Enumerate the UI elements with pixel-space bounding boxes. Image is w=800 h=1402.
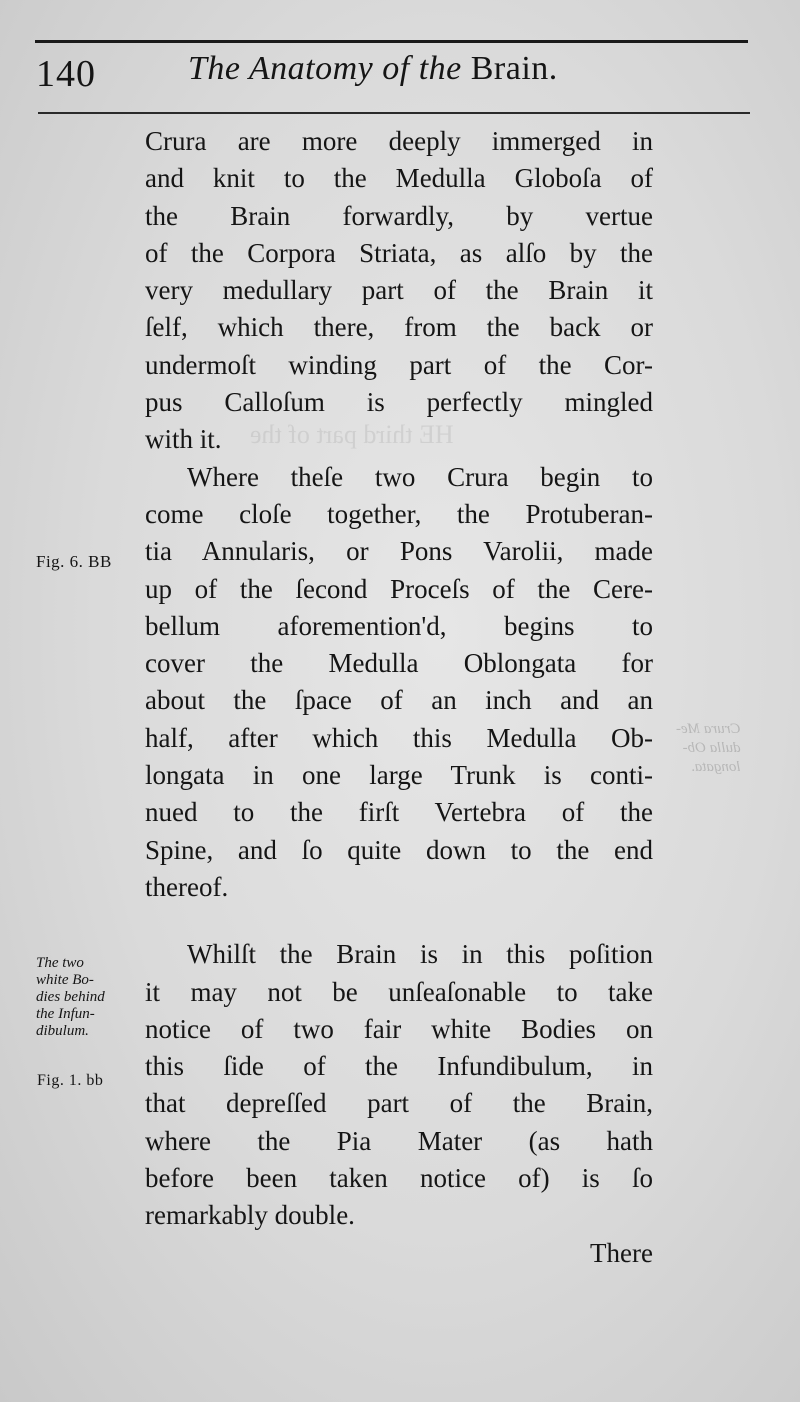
text-line: before been taken notice of) is ſo (145, 1163, 653, 1194)
side-note-fig6: Fig. 6. BB (36, 552, 112, 571)
text-line: notice of two fair white Bodies on (145, 1013, 653, 1044)
side-note-two-white-bodies (36, 955, 105, 1040)
side-note-line: white Bo- (36, 972, 94, 988)
page-number: 140 (36, 53, 96, 95)
text-line: remarkably double. (145, 1200, 355, 1231)
running-title-italic: The Anatomy of the (188, 50, 471, 87)
text-line: with it. (145, 424, 222, 455)
text-line: Whilſt the Brain is in this poſition (187, 939, 653, 970)
show-through-text: HE third part of the (250, 420, 454, 449)
text-line: ſelf, which there, from the back or (145, 312, 653, 343)
running-title (188, 50, 558, 88)
text-line: Spine, and ſo quite down to the end (145, 834, 653, 865)
text-line: tia Annularis, or Pons Varolii, made (145, 536, 653, 567)
text-line: the Brain forwardly, by vertue (145, 200, 653, 231)
text-line: half, after which this Medulla Ob- (145, 722, 653, 753)
text-line: of the Corpora Striata, as alſo by the (145, 237, 653, 268)
show-through-line: dulla Ob- (682, 740, 741, 756)
body-text (145, 123, 653, 1272)
side-note-line: dibulum. (36, 1023, 89, 1039)
text-line: pus Calloſum is perfectly mingled (145, 387, 653, 418)
show-through-line: Crura Me- (676, 721, 741, 737)
side-note-line: The two (36, 955, 84, 971)
text-line: longata in one large Trunk is conti- (145, 760, 653, 791)
text-line: up of the ſecond Proceſs of the Cere- (145, 573, 653, 604)
top-rule (35, 40, 748, 43)
header-rule (38, 112, 750, 114)
text-line: cover the Medulla Oblongata for (145, 648, 653, 679)
text-line: it may not be unſeaſonable to take (145, 976, 653, 1007)
text-line: about the ſpace of an inch and an (145, 685, 653, 716)
text-line: where the Pia Mater (as hath (145, 1125, 653, 1156)
text-line: come cloſe together, the Protuberan- (145, 498, 653, 529)
paragraph-gap (145, 906, 653, 936)
side-note-line: the Infun- (36, 1006, 95, 1022)
show-through-margin-note (676, 720, 741, 777)
text-line: undermoſt winding part of the Cor- (145, 349, 653, 380)
show-through-line: longata. (690, 759, 741, 775)
text-line: nued to the firſt Vertebra of the (145, 797, 653, 828)
running-title-roman: Brain. (470, 50, 558, 87)
text-line: Where theſe two Crura begin to (187, 461, 653, 492)
side-note-fig1: Fig. 1. bb (37, 1072, 104, 1089)
side-note-line: dies behind (36, 989, 105, 1005)
text-line: Crura are more deeply immerged in (145, 126, 653, 156)
text-line: this ſide of the Infundibulum, in (145, 1051, 653, 1082)
text-line: that depreſſed part of the Brain, (145, 1088, 653, 1119)
text-line: very medullary part of the Brain it (145, 275, 653, 306)
catchword: There (590, 1237, 653, 1268)
text-line: bellum aforemention'd, begins to (145, 610, 653, 641)
text-line: and knit to the Medulla Globoſa of (145, 163, 653, 194)
text-line: thereof. (145, 871, 229, 902)
